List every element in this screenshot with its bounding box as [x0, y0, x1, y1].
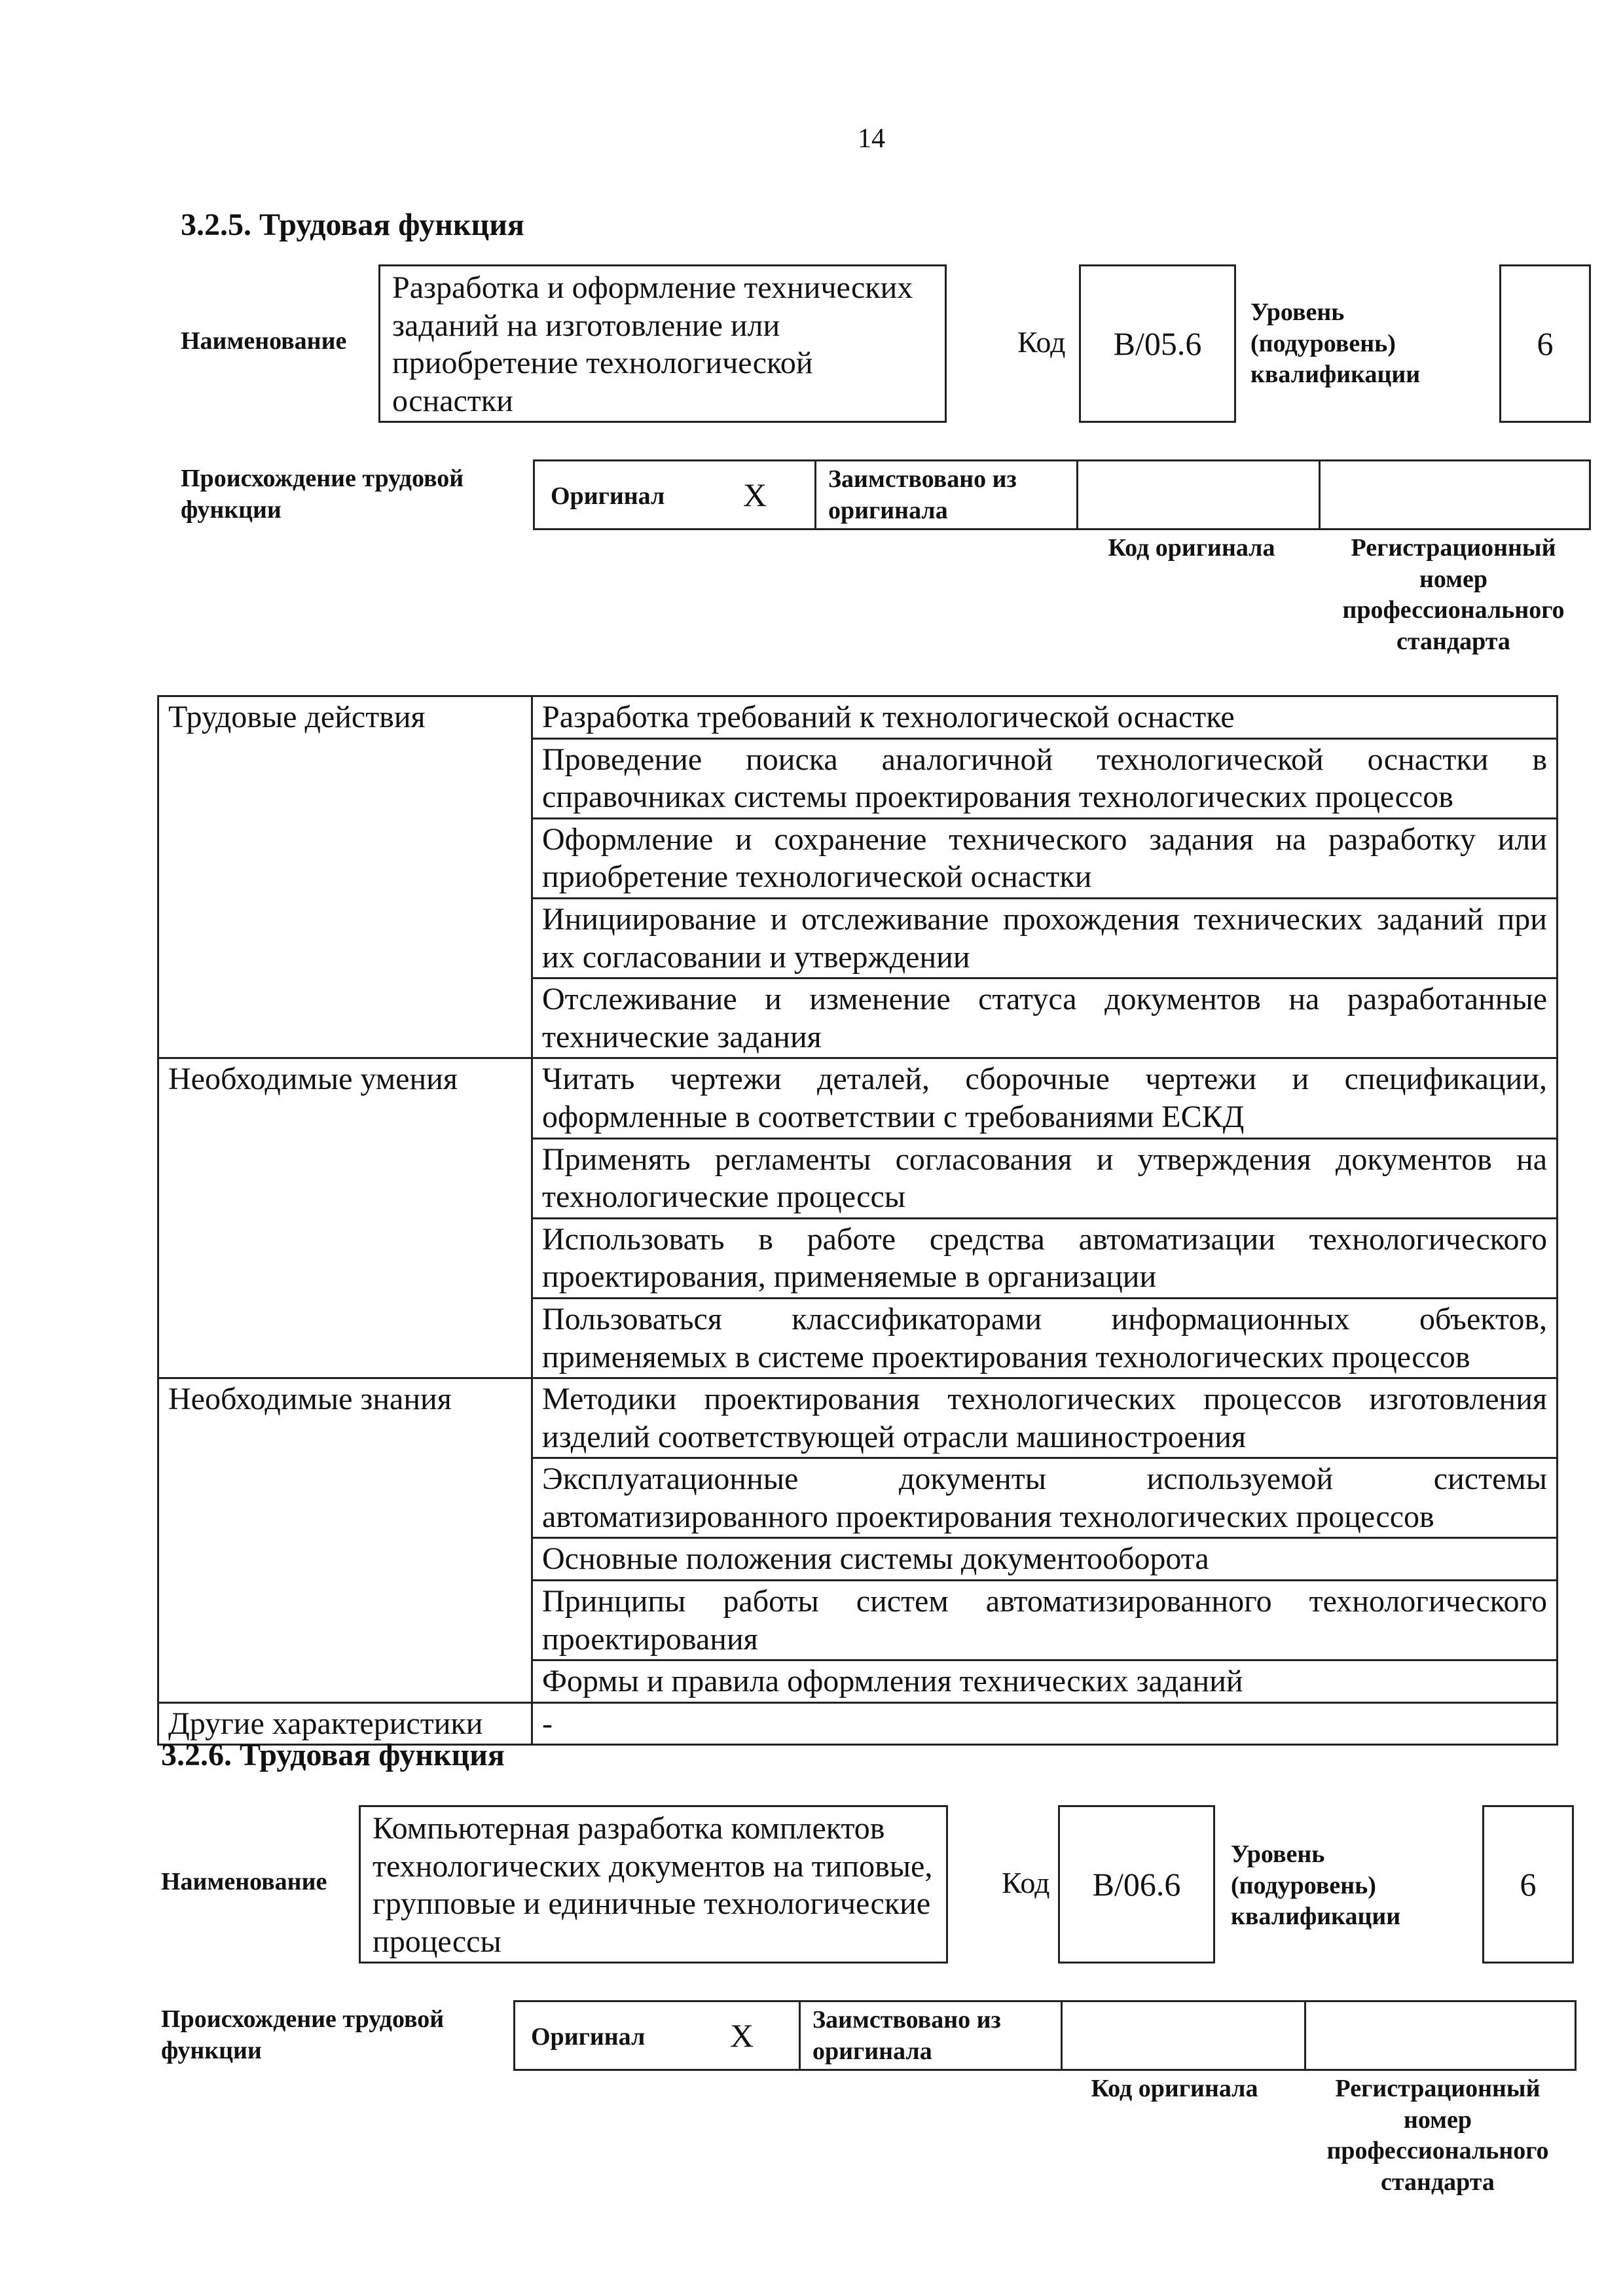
origin-borrowed-cell: [801, 2002, 1063, 2069]
table-cell: Применять регламенты согласования и утверждения документов на технологические процессы: [532, 1138, 1558, 1218]
code-value: B/05.6: [1113, 325, 1202, 362]
level-box: [1482, 1805, 1574, 1964]
table-cell: Эксплуатационные документы используемой системы автоматизированного проектирования технологических процессов: [532, 1458, 1558, 1538]
category-cell: Необходимые умения: [158, 1058, 532, 1378]
caption-reg: Регистрационный номер профессионального стандарта: [1342, 534, 1565, 655]
level-value: 6: [1520, 1866, 1537, 1903]
table-cell: Формы и правила оформления технических заданий: [532, 1660, 1558, 1703]
origin-borrowed-cell: [816, 461, 1078, 528]
table-cell: Пользоваться классификаторами информационных объектов, применяемых в системе проектирования технологических процессов: [532, 1298, 1558, 1378]
origin-original-cell: [515, 2002, 801, 2069]
origin-original: Оригинал: [551, 482, 665, 510]
function-name-box: [378, 264, 947, 423]
section-title: 3.2.5. Трудовая функция: [181, 207, 524, 242]
table-cell: Инициирование и отслеживание прохождения технических заданий при их согласовании и утверждении: [532, 898, 1558, 978]
table-row: [158, 1058, 1558, 1138]
table-cell: Читать чертежи деталей, сборочные чертежи и спецификации, оформленные в соответствии с требованиями ЕСКД: [532, 1058, 1558, 1138]
category-cell: Необходимые знания: [158, 1378, 532, 1703]
origin-mark: X: [730, 2017, 754, 2054]
origin-borrowed: Заимствовано из оригинала: [812, 2006, 1001, 2065]
code-box: [1058, 1805, 1215, 1964]
name-label: Наименование: [181, 327, 347, 355]
caption-reg: Регистрационный номер профессионального стандарта: [1326, 2075, 1549, 2196]
table-cell: Разработка требований к технологической оснастке: [532, 696, 1558, 739]
table-cell: Отслеживание и изменение статуса документов на разработанные технические задания: [532, 978, 1558, 1058]
origin-label: Происхождение трудовой функции: [161, 2005, 445, 2064]
table-row: [158, 1378, 1558, 1458]
origin-original-cell: [535, 461, 816, 528]
section-title: 3.2.6. Трудовая функция: [161, 1738, 505, 1772]
code-box: [1079, 264, 1236, 423]
code-value: B/06.6: [1092, 1866, 1181, 1903]
function-name: Компьютерная разработка комплектов технологических документов на типовые, групповые и единичные технологические процессы: [373, 1811, 933, 1959]
table-cell: Основные положения системы документооборота: [532, 1538, 1558, 1581]
origin-reg-cell: [1321, 461, 1589, 528]
code-label: Код: [1002, 1866, 1050, 1899]
code-label: Код: [1017, 325, 1066, 359]
table-cell: Использовать в работе средства автоматизации технологического проектирования, применяемые в организации: [532, 1218, 1558, 1298]
origin-row: [513, 2000, 1577, 2071]
category-cell: Трудовые действия: [158, 696, 532, 1058]
origin-borrowed: Заимствовано из оригинала: [828, 465, 1017, 524]
level-label: Уровень (подуровень) квалификации: [1231, 1840, 1401, 1930]
table-cell: Оформление и сохранение технического задания на разработку или приобретение технологической оснастки: [532, 818, 1558, 898]
level-label: Уровень (подуровень) квалификации: [1250, 298, 1421, 388]
function-name-box: [359, 1805, 948, 1964]
table-row: [158, 696, 1558, 739]
origin-label: Происхождение трудовой функции: [181, 465, 464, 524]
origin-mark: X: [743, 476, 767, 513]
table-cell: -: [532, 1702, 1558, 1745]
origin-code-cell: [1063, 2002, 1306, 2069]
origin-reg-cell: [1306, 2002, 1575, 2069]
table-cell: Методики проектирования технологических процессов изготовления изделий соответствующей отрасли машиностроения: [532, 1378, 1558, 1458]
origin-row: [533, 459, 1591, 530]
level-value: 6: [1537, 325, 1554, 362]
category-cell: Другие характеристики: [158, 1702, 532, 1745]
origin-code-cell: [1078, 461, 1321, 528]
name-label: Наименование: [161, 1868, 327, 1895]
level-box: [1499, 264, 1591, 423]
table-cell: Принципы работы систем автоматизированного технологического проектирования: [532, 1581, 1558, 1660]
caption-code: Код оригинала: [1108, 534, 1275, 562]
page-number: 14: [858, 124, 885, 154]
function-name: Разработка и оформление технических заданий на изготовление или приобретение технологической оснастки: [392, 270, 913, 418]
table-cell: Проведение поиска аналогичной технологической оснастки в справочниках системы проектирования технологических процессов: [532, 738, 1558, 818]
caption-code: Код оригинала: [1091, 2075, 1258, 2102]
function-details-table: [157, 695, 1558, 1746]
origin-original: Оригинал: [531, 2023, 646, 2051]
